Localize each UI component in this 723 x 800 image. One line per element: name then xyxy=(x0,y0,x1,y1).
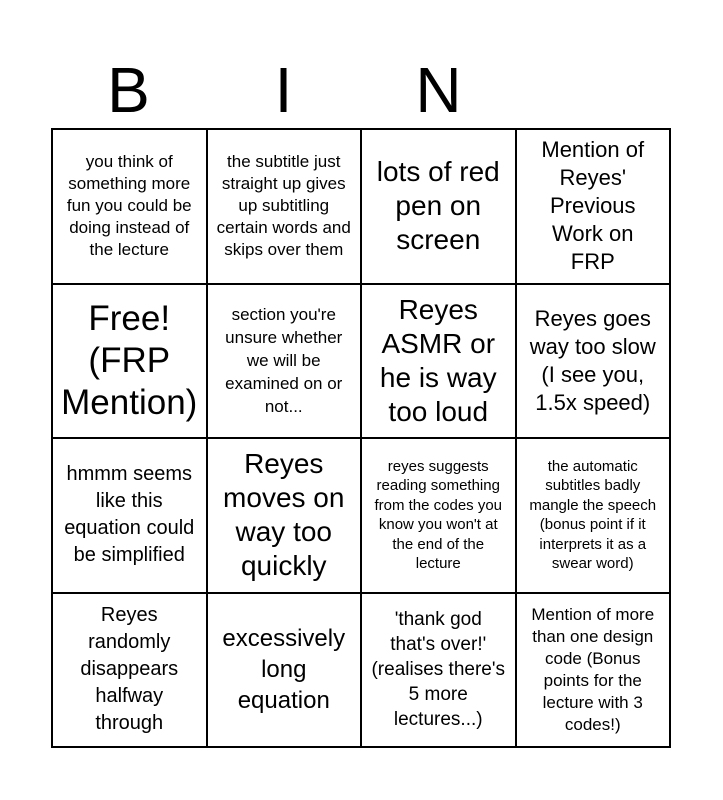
cell-text: you think of something more fun you could be doing instead of the lecture xyxy=(66,152,192,260)
header-letter-b: B xyxy=(107,54,150,126)
header-letter-n: N xyxy=(415,54,462,126)
bingo-cell[interactable] xyxy=(361,129,516,284)
cell-text: 'thank god that's over!' (realises there's 5 more lectures...) xyxy=(371,609,505,731)
cell-text: Free! (FRP Mention) xyxy=(61,298,198,422)
bingo-cell[interactable] xyxy=(52,593,207,748)
bingo-cell[interactable] xyxy=(207,284,362,439)
bingo-cell[interactable] xyxy=(516,129,671,284)
cell-text: section you're unsure whether we will be examined on or not... xyxy=(225,305,343,417)
bingo-header xyxy=(51,52,671,128)
cell-text: Reyes ASMR or he is way too loud xyxy=(379,293,497,427)
bingo-cell[interactable] xyxy=(361,593,516,748)
cell-text: Mention of more than one design code (Bonus points for the lecture with 3 codes!) xyxy=(531,604,655,734)
bingo-cell[interactable] xyxy=(207,129,362,284)
cell-text: reyes suggests reading something from the codes you know you won't at the end of the lecture xyxy=(374,457,503,573)
cell-text: lots of red pen on screen xyxy=(376,156,500,256)
bingo-cell[interactable] xyxy=(361,438,516,593)
cell-text: Reyes goes way too slow (I see you, 1.5x speed) xyxy=(529,305,656,415)
cell-text: hmmm seems like this equation could be simplified xyxy=(64,463,195,567)
bingo-cell[interactable] xyxy=(52,129,207,284)
bingo-cell[interactable] xyxy=(207,438,362,593)
header-letter-i: I xyxy=(274,54,293,126)
bingo-cell[interactable] xyxy=(516,284,671,439)
header-letter-empty xyxy=(516,52,671,128)
cell-text: the subtitle just straight up gives up subtitling certain words and skips over them xyxy=(216,152,351,260)
bingo-board xyxy=(51,128,671,748)
cell-text: Reyes moves on way too quickly xyxy=(223,448,345,582)
cell-text: the automatic subtitles badly mangle the speech (bonus point if it interprets it as a swear word) xyxy=(529,457,657,573)
bingo-cell[interactable] xyxy=(52,284,207,439)
cell-text: Mention of Reyes' Previous Work on FRP xyxy=(541,137,645,275)
bingo-cell[interactable] xyxy=(361,284,516,439)
bingo-cell[interactable] xyxy=(52,438,207,593)
bingo-cell[interactable] xyxy=(207,593,362,748)
cell-text: Reyes randomly disappears halfway through xyxy=(80,604,179,735)
cell-text: excessively long equation xyxy=(222,625,346,715)
bingo-cell[interactable] xyxy=(516,438,671,593)
bingo-cell[interactable] xyxy=(516,593,671,748)
